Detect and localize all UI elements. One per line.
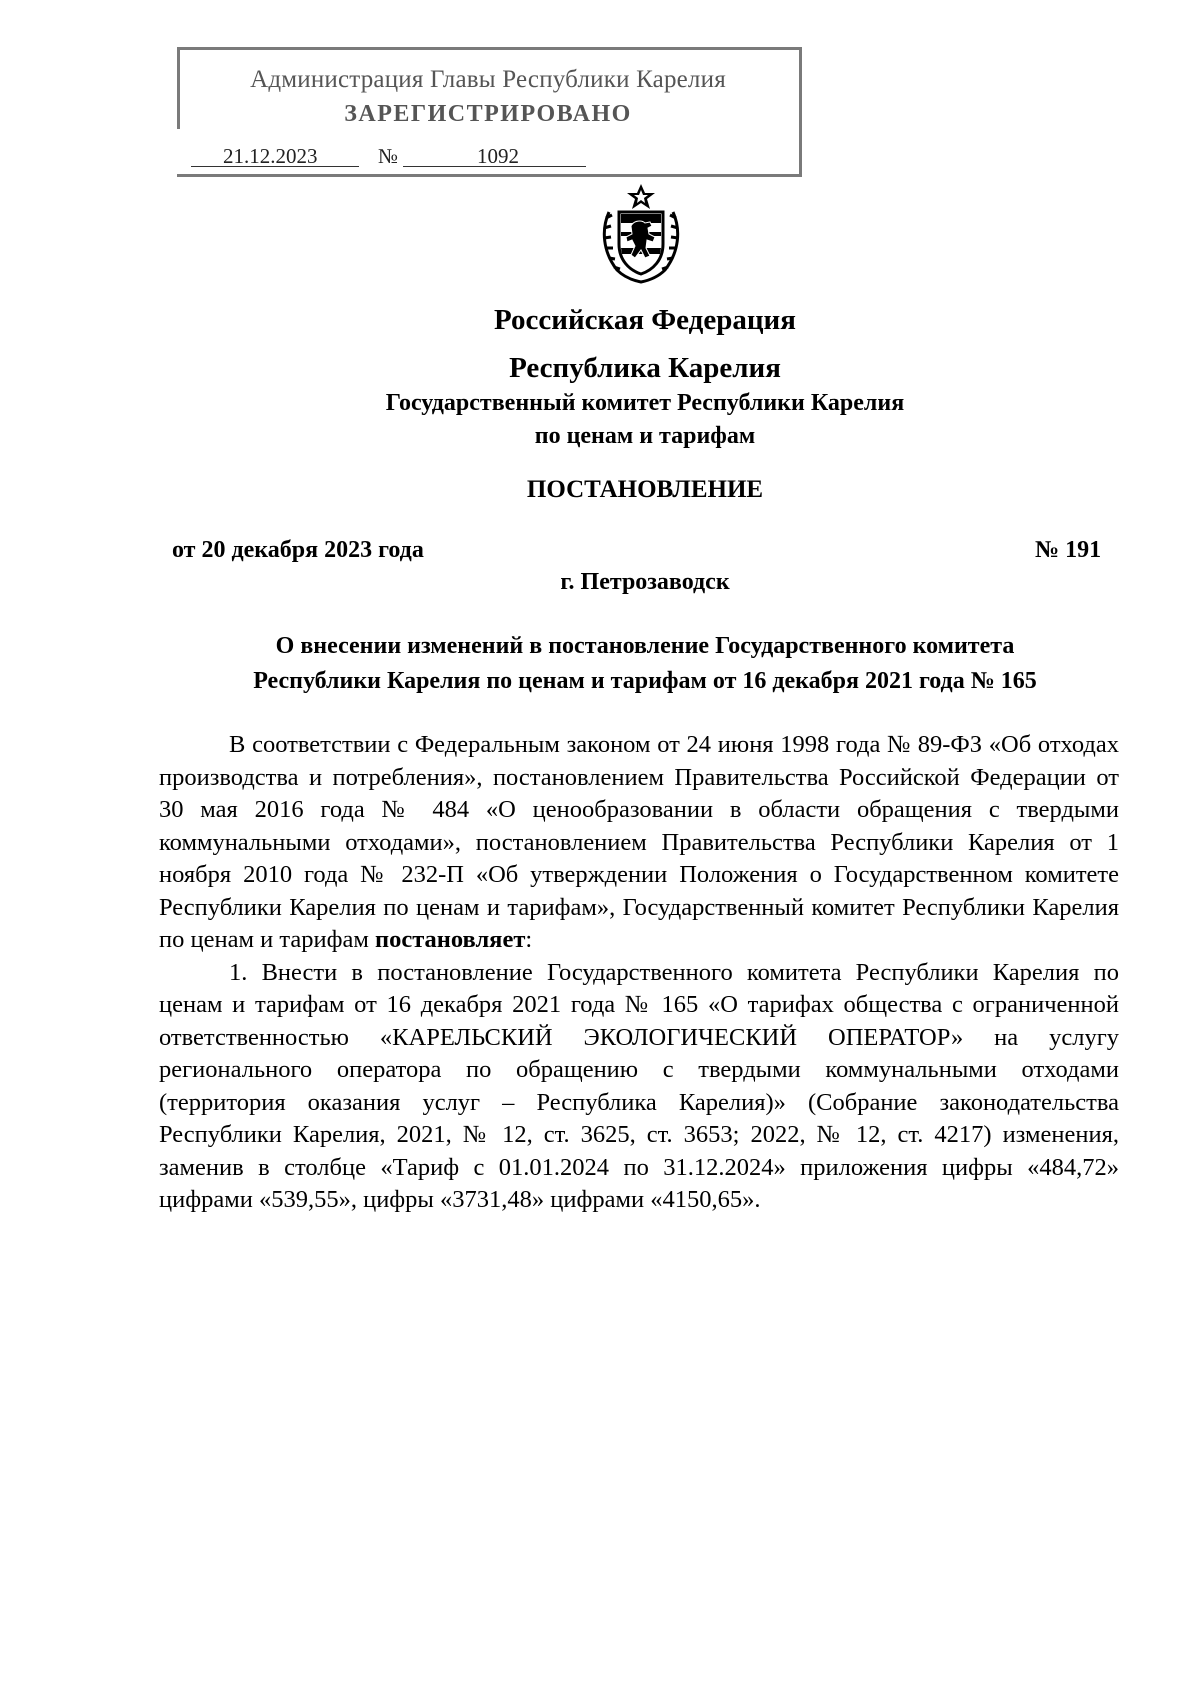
document-title-line2: Республики Карелия по ценам и тарифам от 16 декабря 2021 года № 165 <box>253 668 1037 694</box>
republic-heading: Республика Карелия <box>509 352 781 384</box>
item-1-paragraph: 1. Внести в постановление Государственного комитета Республики Карелия по ценам и тарифам от 16 декабря 2021 года № 165 «О тарифах общества с ограниченной ответственностью «КАРЕЛЬСКИЙ ЭКОЛОГИЧЕСКИЙ ОПЕРАТОР» на услугу регионального оператора по обращению с твердыми коммунальными отходами (территория оказания услуг – Республика Карелия)» (Собрание законодательства Республики Карелия, 2021, № 12, ст. 3625, ст. 3653; 2022, № 12, ст. 4217) изменения, заменив в столбце «Тариф с 01.01.2024 по 31.12.2024» приложения цифры «484,72» цифрами «539,55», цифры «3731,48» цифрами «4150,65». <box>159 958 1119 1213</box>
stamp-registration-line <box>177 144 597 172</box>
stamp-reg-date: 21.12.2023 <box>223 144 318 168</box>
registration-stamp <box>177 47 802 177</box>
document-number: № 191 <box>1035 537 1102 563</box>
stamp-status: ЗАРЕГИСТРИРОВАНО <box>344 101 632 127</box>
karelia-coat-of-arms-icon <box>597 182 685 284</box>
document-body <box>159 729 1119 1217</box>
document-title-line1: О внесении изменений в постановление Государственного комитета <box>275 633 1015 659</box>
stamp-organization: Администрация Главы Республики Карелия <box>250 66 726 93</box>
document-type-heading: ПОСТАНОВЛЕНИЕ <box>526 476 764 503</box>
preamble-keyword: постановляет <box>374 926 526 953</box>
document-date: от 20 декабря 2023 года <box>172 537 424 563</box>
stamp-number-sign: № <box>378 144 399 168</box>
preamble-paragraph <box>159 729 1119 957</box>
stamp-reg-number: 1092 <box>477 144 519 168</box>
preamble-text: В соответствии с Федеральным законом от 24 июня 1998 года № 89-ФЗ «Об отходах производства и потребления», постановлением Правительства Российской Федерации от 30 мая 2016 года № 484 «О ценообразовании в области обращения с твердыми коммунальными отходами», постановлением Правительства Республики Карелия от 1 ноября 2010 года № 232-П «Об утверждении Положения о Государственном комитете Республики Карелия по ценам и тарифам», Государственный комитет Республики Карелия по ценам и тарифам <box>159 731 1119 953</box>
country-heading: Российская Федерация <box>494 304 796 336</box>
committee-heading-line2: по ценам и тарифам <box>534 423 756 449</box>
committee-heading-line1: Государственный комитет Республики Карелия <box>385 390 905 416</box>
document-city: г. Петрозаводск <box>560 569 730 595</box>
preamble-colon: : <box>525 926 533 953</box>
